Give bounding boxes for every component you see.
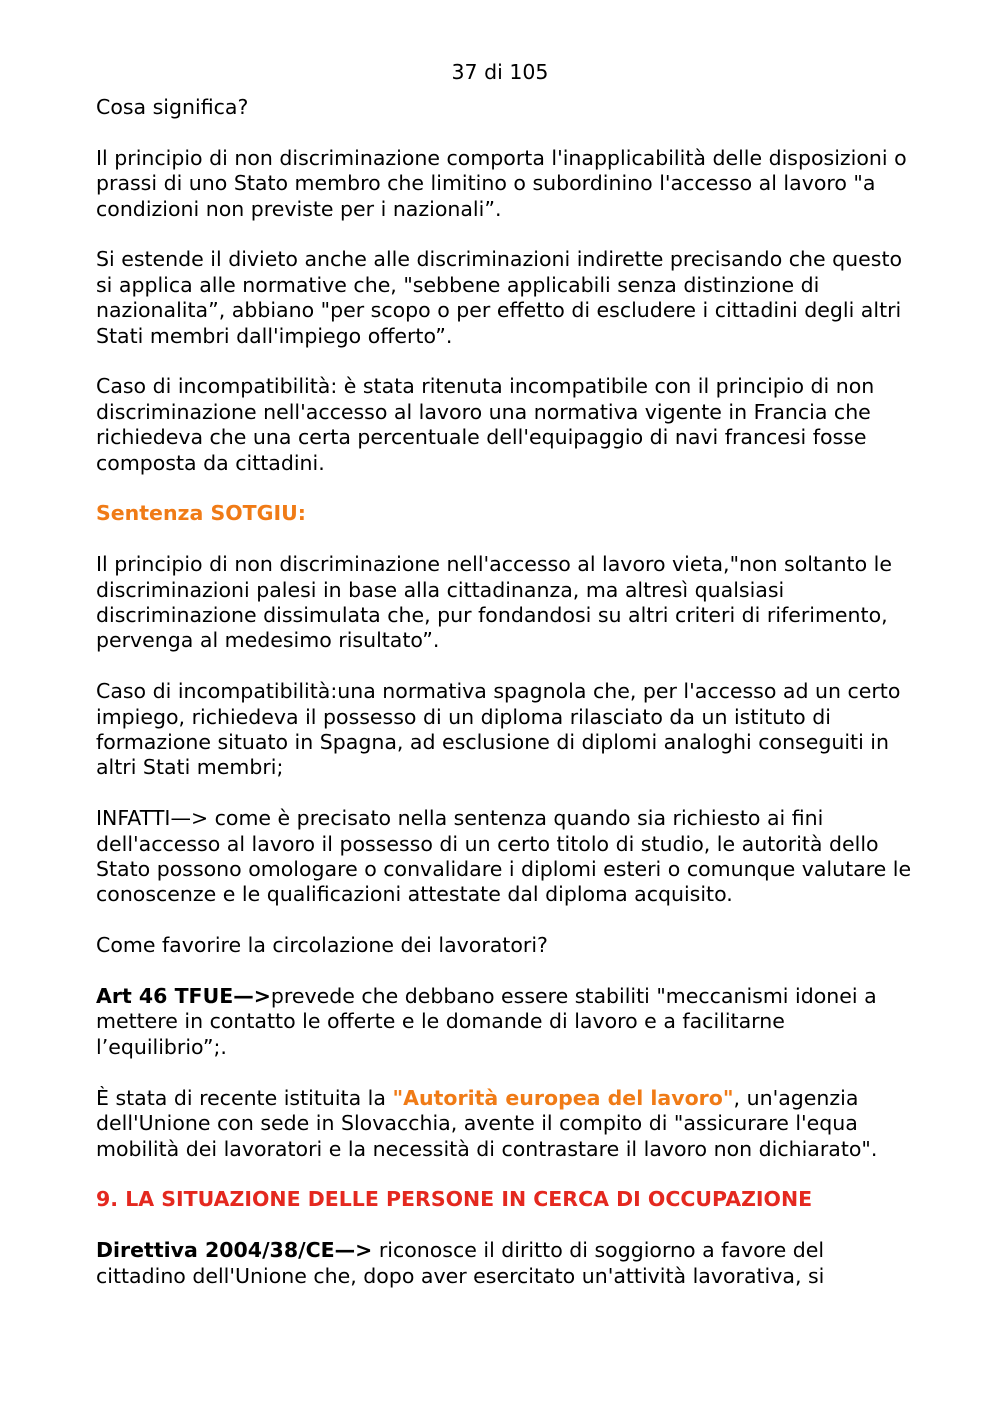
paragraph-directive — [96, 1238, 916, 1289]
paragraph-labour-authority — [96, 1086, 916, 1162]
art-46-text: prevede che debbano essere stabiliti "meccanismi idonei a mettere in contatto le offerte e le domande di lavoro e a facilitarne l’equilibrio”;. — [96, 984, 877, 1059]
paragraph-question: Cosa significa? — [96, 95, 249, 119]
paragraph-question-circulation: Come favorire la circolazione dei lavoratori? — [96, 933, 548, 958]
paragraph-infatti: INFATTI—> come è precisato nella sentenza quando sia richiesto ai fini dell'accesso al lavoro il possesso di un certo titolo di studio, le autorità dello Stato possono omologare o convalidare i diplomi esteri o comunque valutare le conoscenze e le qualificazioni attestate dal diploma acquisito. — [96, 806, 912, 907]
labour-authority-intro: È stata di recente istituita la — [96, 1085, 393, 1110]
paragraph-incompatibility-france: Caso di incompatibilità: è stata ritenuta incompatibile con il principio di non discriminazione nell'accesso al lavoro una normativa vigente in Francia che richiedeva che una certa percentuale dell'equipaggio di navi francesi fosse composta da cittadini. — [96, 374, 875, 475]
paragraph-non-discrimination: Il principio di non discriminazione comporta l'inapplicabilità delle disposizioni o prassi di uno Stato membro che limitino o subordinino l'accesso al lavoro "a condizioni non previste per i nazionali”. — [96, 145, 907, 221]
paragraph-art-46 — [96, 984, 916, 1060]
directive-label: Direttiva 2004/38/CE—> — [96, 1238, 373, 1263]
labour-authority-name: "Autorità europea del lavoro" — [392, 1085, 734, 1110]
page-body — [96, 95, 916, 1314]
paragraph-incompatibility-spain: Caso di incompatibilità:una normativa spagnola che, per l'accesso ad un certo impiego, richiedeva il possesso di un diploma rilasciato da un istituto di formazione situato in Spagna, ad esclusione di diplomi analoghi conseguiti in altri Stati membri; — [96, 679, 901, 780]
paragraph-sotgiu: Il principio di non discriminazione nell'accesso al lavoro vieta,"non soltanto le discriminazioni palesi in base alla cittadinanza, ma altresì qualsiasi discriminazione dissimulata che, pur fondandosi su altri criteri di riferimento, pervenga al medesimo risultato”. — [96, 552, 892, 653]
heading-sentenza-sotgiu: Sentenza SOTGIU: — [96, 501, 306, 526]
art-46-label: Art 46 TFUE—> — [96, 984, 271, 1009]
paragraph-indirect-discrimination: Si estende il divieto anche alle discriminazioni indirette precisando che questo si applica alle normative che, "sebbene applicabili senza distinzione di nazionalita”, abbiano "per scopo o per effetto di escludere i cittadini degli altri Stati membri dall'impiego offerto”. — [96, 247, 903, 348]
labour-authority-text: , un'agenzia dell'Unione con sede in Slovacchia, avente il compito di "assicurare l'equa mobilità dei lavoratori e la necessità di contrastare il lavoro non dichiarato". — [96, 1085, 878, 1161]
directive-text: riconosce il diritto di soggiorno a favore del cittadino dell'Unione che, dopo aver esercitato un'attività lavorativa, si — [96, 1238, 825, 1288]
page-number: 37 di 105 — [451, 60, 549, 84]
heading-section-9: 9. LA SITUAZIONE DELLE PERSONE IN CERCA DI OCCUPAZIONE — [96, 1187, 813, 1212]
